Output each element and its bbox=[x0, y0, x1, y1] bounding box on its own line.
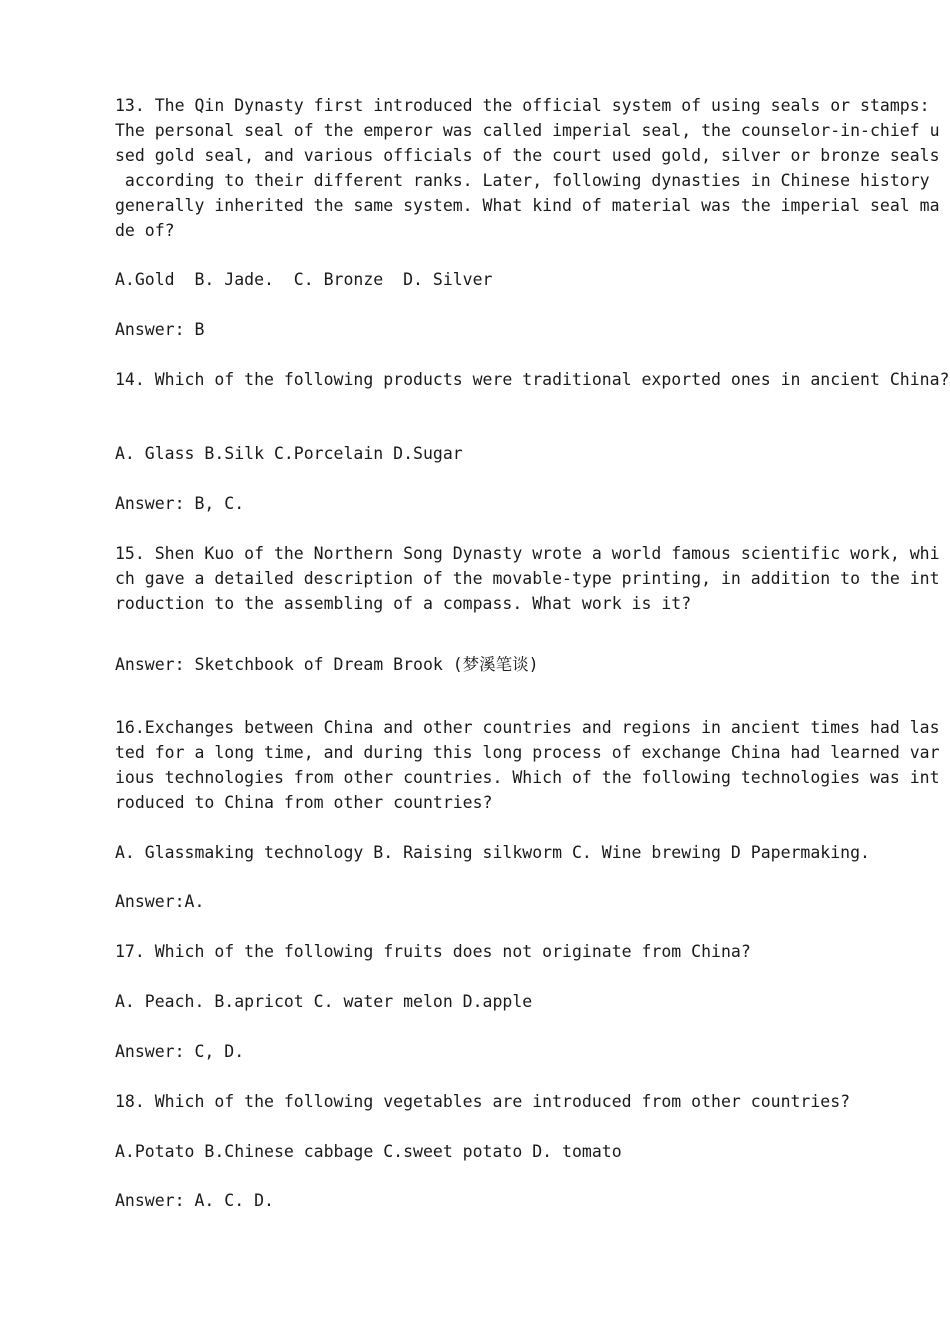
question-13-text-line: according to their different ranks. Later, following dynasties in Chinese history bbox=[115, 171, 930, 190]
question-16-options: A. Glassmaking technology B. Raising silkworm C. Wine brewing D Papermaking. bbox=[115, 843, 870, 862]
question-14-text-line: 14. Which of the following products were traditional exported ones in ancient China? bbox=[115, 370, 950, 389]
question-18-answer: Answer: A. C. D. bbox=[115, 1191, 274, 1210]
question-17-answer: Answer: C, D. bbox=[115, 1042, 245, 1061]
question-15-answer: Answer: Sketchbook of Dream Brook (梦溪笔谈) bbox=[115, 655, 539, 674]
question-15-text-line: 15. Shen Kuo of the Northern Song Dynasty wrote a world famous scientific work, whi bbox=[115, 544, 940, 563]
question-13-answer: Answer: B bbox=[115, 320, 205, 339]
question-17-text-line: 17. Which of the following fruits does not originate from China? bbox=[115, 942, 751, 961]
question-17-options: A. Peach. B.apricot C. water melon D.apple bbox=[115, 992, 533, 1011]
question-13-text-line: generally inherited the same system. What kind of material was the imperial seal ma bbox=[115, 196, 940, 215]
question-15-text-line: roduction to the assembling of a compass. What work is it? bbox=[115, 594, 692, 613]
question-13-text-line: The personal seal of the emperor was called imperial seal, the counselor-in-chief u bbox=[115, 121, 940, 140]
question-16-text-line: roduced to China from other countries? bbox=[115, 793, 493, 812]
question-16-text-line: ious technologies from other countries. Which of the following technologies was int bbox=[115, 768, 940, 787]
question-16-text-line: ted for a long time, and during this long process of exchange China had learned var bbox=[115, 743, 940, 762]
question-18-options: A.Potato B.Chinese cabbage C.sweet potato D. tomato bbox=[115, 1142, 622, 1161]
question-14-options: A. Glass B.Silk C.Porcelain D.Sugar bbox=[115, 444, 463, 463]
question-16-answer: Answer:A. bbox=[115, 892, 205, 911]
question-13-options: A.Gold B. Jade. C. Bronze D. Silver bbox=[115, 270, 493, 289]
question-14-answer: Answer: B, C. bbox=[115, 494, 245, 513]
question-18-text-line: 18. Which of the following vegetables are introduced from other countries? bbox=[115, 1092, 851, 1111]
question-16-text-line: 16.Exchanges between China and other countries and regions in ancient times had las bbox=[115, 718, 940, 737]
question-15-text-line: ch gave a detailed description of the movable-type printing, in addition to the int bbox=[115, 569, 940, 588]
question-13-text-line: sed gold seal, and various officials of the court used gold, silver or bronze seals bbox=[115, 146, 940, 165]
question-13-text-line: 13. The Qin Dynasty first introduced the official system of using seals or stamps: bbox=[115, 96, 930, 115]
question-13-text-line: de of? bbox=[115, 221, 175, 240]
